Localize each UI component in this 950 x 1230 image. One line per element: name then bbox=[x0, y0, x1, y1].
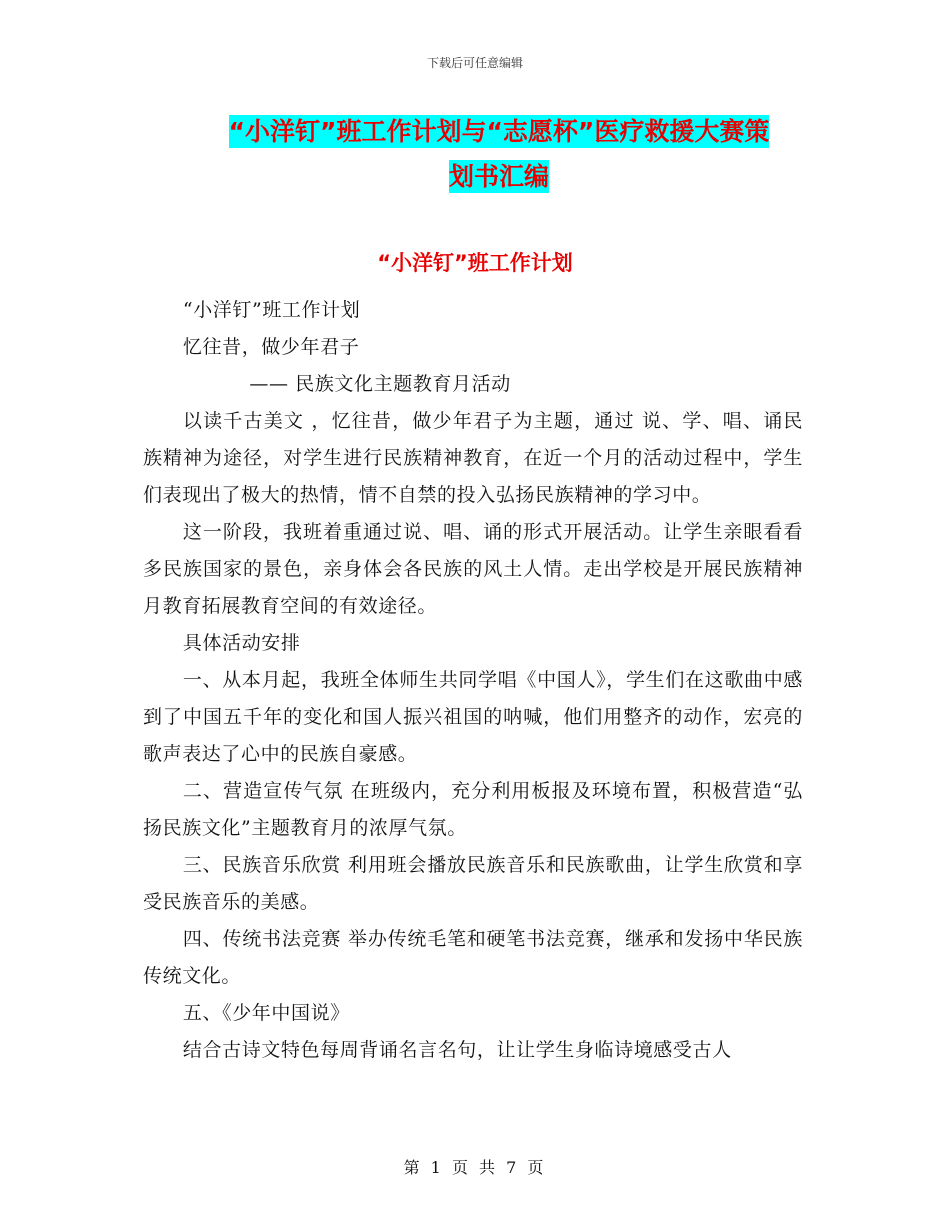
paragraph: 一、从本月起，我班全体师生共同学唱《中国人》，学生们在这歌曲中感到了中国五千年的变化和国人振兴祖国的呐喊，他们用整齐的动作，宏亮的歌声表达了心中的民族自豪感。 bbox=[143, 669, 803, 765]
document-body bbox=[143, 292, 803, 1069]
paragraph: 三、民族音乐欣赏 利用班会播放民族音乐和民族歌曲，让学生欣赏和享受民族音乐的美感。 bbox=[143, 854, 803, 913]
document-title bbox=[195, 109, 803, 199]
paragraph-subtitle: —— 民族文化主题教育月活动 bbox=[249, 373, 511, 395]
paragraph-theme: 忆往昔，做少年君子 bbox=[182, 336, 360, 358]
paragraph: 二、营造宣传气氛 在班级内，充分利用板报及环境布置，积极营造“弘扬民族文化”主题教育月的浓厚气氛。 bbox=[143, 780, 803, 839]
document-title-line-1: “小洋钉”班工作计划与“志愿杯”医疗救援大赛策 bbox=[228, 117, 770, 146]
document-title-line-2: 划书汇编 bbox=[448, 162, 549, 191]
paragraph-heading: 五、《少年中国说》 bbox=[182, 1002, 350, 1024]
section-title: “小洋钉”班工作计划 bbox=[377, 251, 573, 275]
paragraph-heading: 具体活动安排 bbox=[182, 632, 301, 654]
paragraph: 以读千古美文 ，忆往昔，做少年君子为主题，通过 说、学、唱、诵民族精神为途径，对学生进行民族精神教育，在近一个月的活动过程中，学生们表现出了极大的热情，情不自禁的投入弘扬民族精神的学习中。 bbox=[143, 410, 803, 506]
page-number-footer: 第 1 页 共 7 页 bbox=[403, 1158, 547, 1177]
paragraph: 结合古诗文特色每周背诵名言名句，让让学生身临诗境感受古人 bbox=[182, 1039, 732, 1061]
paragraph-plan-name: “小洋钉”班工作计划 bbox=[182, 299, 361, 321]
paragraph: 四、传统书法竞赛 举办传统毛笔和硬笔书法竞赛，继承和发扬中华民族传统文化。 bbox=[143, 928, 803, 987]
header-note: 下载后可任意编辑 bbox=[426, 56, 523, 70]
paragraph: 这一阶段，我班着重通过说、唱、诵的形式开展活动。让学生亲眼看看多民族国家的景色，亲身体会各民族的风土人情。走出学校是开展民族精神月教育拓展教育空间的有效途径。 bbox=[143, 521, 803, 617]
